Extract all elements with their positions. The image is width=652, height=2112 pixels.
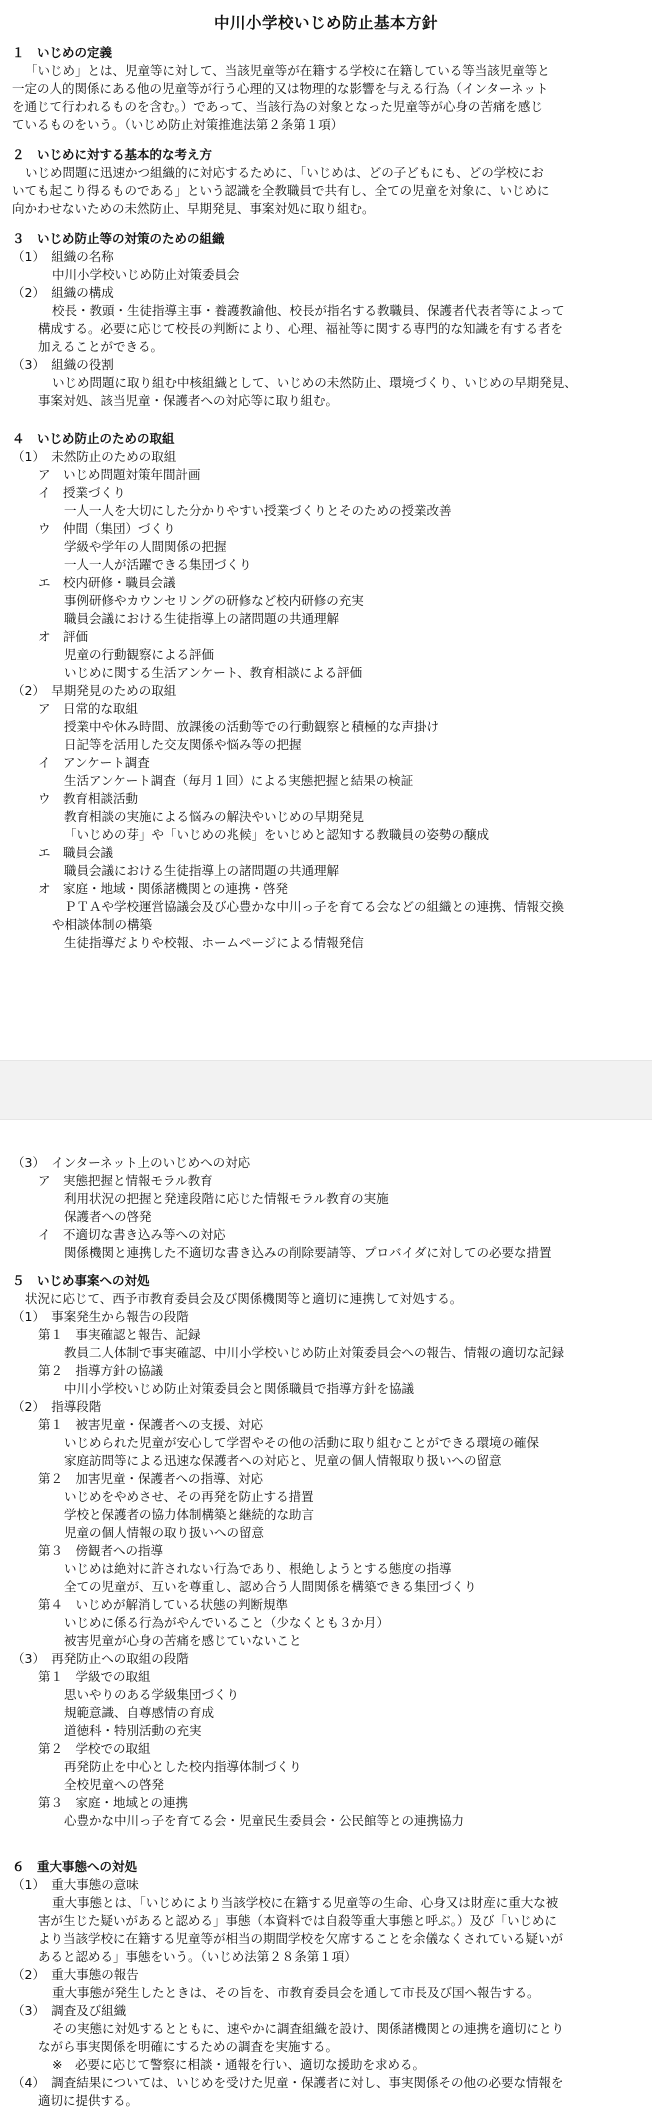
list-item-text: 児童の個人情報の取り扱いへの留意 <box>64 1525 265 1540</box>
subsection-heading: （3） インターネット上のいじめへの対応 <box>12 1155 251 1170</box>
paragraph-line: ているものをいう。（いじめ防止対策推進法第２条第１項） <box>12 117 344 132</box>
section-heading: ６ 重大事態への対処 <box>12 1859 138 1874</box>
paragraph-line: 加えることができる。 <box>38 339 164 354</box>
list-item-heading: ウ 教育相談活動 <box>38 791 139 806</box>
list-item-text: 保護者への啓発 <box>64 1209 152 1224</box>
paragraph-line: 「いじめ」とは、児童等に対して、当該児童等が在籍する学校に在籍している等当該児童等と <box>25 63 550 78</box>
section-heading: ２ いじめに対する基本的な考え方 <box>12 147 213 162</box>
paragraph-line: 重大事態が発生したときは、その旨を、市教育委員会を通して市長及び国へ報告する。 <box>52 1985 540 2000</box>
section-heading: ４ いじめ防止のための取組 <box>12 431 175 446</box>
section-case-response <box>12 1272 642 1830</box>
list-item-text: 生活アンケート調査（毎月１回）による実態把握と結果の検証 <box>64 773 414 788</box>
document-page-2 <box>0 1120 652 2112</box>
note-line: ※ 必要に応じて警察に相談・通報を行い、適切な援助を求める。 <box>52 2057 425 2072</box>
list-item-text: 学校と保護者の協力体制構築と継続的な助言 <box>64 1507 315 1522</box>
subsection-heading: （2） 組織の構成 <box>12 285 114 300</box>
list-item-text: 生徒指導だよりや校報、ホームページによる情報発信 <box>64 935 364 950</box>
section-basic-approach <box>12 146 642 218</box>
section-heading: ３ いじめ防止等の対策のための組織 <box>12 231 225 246</box>
list-item-heading: 第３ 傍観者への指導 <box>38 1543 164 1558</box>
list-item-text: いじめに係る行為がやんでいること（少なくとも３か月） <box>64 1615 390 1630</box>
list-item-text: 一人一人を大切にした分かりやすい授業づくりとそのための授業改善 <box>64 503 452 518</box>
subsection-heading: （2） 指導段階 <box>12 1399 102 1414</box>
subsection-heading: （3） 調査及び組織 <box>12 2003 127 2018</box>
paragraph-line: その実態に対処するとともに、速やかに調査組織を設け、関係諸機関との連携を適切にとり <box>52 2021 565 2036</box>
list-item-text: 教育相談の実施による悩みの解決やいじめの早期発見 <box>64 809 365 824</box>
list-item-heading: 第２ 加害児童・保護者への指導、対応 <box>38 1471 264 1486</box>
list-item-text: 児童の行動観察による評価 <box>64 647 215 662</box>
list-item-heading: ウ 仲間（集団）づくり <box>38 521 176 536</box>
list-item-heading: 第１ 被害児童・保護者への支援、対応 <box>38 1417 264 1432</box>
list-item-text: ＰＴＡや学校運営協議会及び心豊かな中川っ子を育てる会などの組織との連携、情報交換 <box>64 899 565 914</box>
paragraph-line: ながら事実関係を明確にするための調査を実施する。 <box>38 2039 339 2054</box>
list-item-heading: ア 日常的な取組 <box>38 701 139 716</box>
list-item-text: 「いじめの芽」や「いじめの兆候」をいじめと認知する教職員の姿勢の醸成 <box>64 827 490 842</box>
list-item-heading: イ 不適切な書き込み等への対応 <box>38 1227 226 1242</box>
list-item-text: いじめに関する生活アンケート、教育相談による評価 <box>64 665 363 680</box>
list-item-text: 道徳科・特別活動の充実 <box>64 1723 202 1738</box>
list-item-text: 規範意識、自尊感情の育成 <box>64 1705 215 1720</box>
list-item-text: 一人一人が活躍できる集団づくり <box>64 557 252 572</box>
list-item-heading: イ アンケート調査 <box>38 755 150 770</box>
paragraph-line: 状況に応じて、西予市教育委員会及び関係機関等と適切に連携して対処する。 <box>25 1291 463 1306</box>
section-organization <box>12 230 642 410</box>
subsection-heading: （4） 調査結果については、いじめを受けた児童・保護者に対し、事実関係その他の必要な情報を <box>12 2075 564 2090</box>
list-item-text: 関係機関と連携した不適切な書き込みの削除要請等、プロバイダに対しての必要な措置 <box>64 1245 552 1260</box>
document-title: 中川小学校いじめ防止基本方針 <box>213 14 438 32</box>
list-item-text: 全ての児童が、互いを尊重し、認め合う人間関係を構築できる集団づくり <box>64 1579 477 1594</box>
list-item-text: 心豊かな中川っ子を育てる会・児童民生委員会・公民館等との連携協力 <box>64 1813 465 1828</box>
list-item-heading: エ 職員会議 <box>38 845 114 860</box>
list-item-text: いじめは絶対に許されない行為であり、根絶しようとする態度の指導 <box>64 1561 452 1576</box>
list-item-text: 中川小学校いじめ防止対策委員会と関係職員で指導方針を協議 <box>64 1381 415 1396</box>
list-item-heading: 第４ いじめが解消している状態の判断規準 <box>38 1597 289 1612</box>
list-item-text: 家庭訪問等による迅速な保護者への対応と、児童の個人情報取り扱いへの留意 <box>64 1453 502 1468</box>
section-internet-bullying <box>12 1154 642 1262</box>
list-item-heading: オ 評価 <box>38 629 89 644</box>
list-item-text: や相談体制の構築 <box>52 917 153 932</box>
paragraph-line: 構成する。必要に応じて校長の判断により、心理、福祉等に関する専門的な知識を有する者を <box>38 321 564 336</box>
paragraph-line: 重大事態とは、「いじめにより当該学校に在籍する児童等の生命、心身又は財産に重大な被 <box>52 1895 559 1910</box>
section-serious-incidents <box>12 1858 642 2110</box>
subsection-heading: （1） 未然防止のための取組 <box>12 449 177 464</box>
list-item-heading: 第１ 学級での取組 <box>38 1669 151 1684</box>
list-item-text: 授業中や休み時間、放課後の活動等での行動観察と積極的な声掛け <box>64 719 440 734</box>
list-item-heading: イ 授業づくり <box>38 485 126 500</box>
list-item-text: 再発防止を中心とした校内指導体制づくり <box>64 1759 302 1774</box>
paragraph-line: 中川小学校いじめ防止対策委員会 <box>52 267 240 282</box>
subsection-heading: （3） 組織の役割 <box>12 357 114 372</box>
list-item-heading: 第１ 事実確認と報告、記録 <box>38 1327 201 1342</box>
list-item-text: 日記等を活用した交友関係や悩み等の把握 <box>64 737 302 752</box>
list-item-heading: オ 家庭・地域・関係諸機関との連携・啓発 <box>38 881 289 896</box>
paragraph-line: 害が生じた疑いがあると認める」事態（本資料では自殺等重大事態と呼ぶ。）及び「いじめに <box>38 1913 558 1928</box>
paragraph-line: 向かわせないための未然防止、早期発見、事案対処に取り組む。 <box>12 201 375 216</box>
paragraph-line: いても起こり得るものである」という認識を全教職員で共有し、全ての児童を対象に、いじめに <box>12 183 550 198</box>
list-item-heading: ア いじめ問題対策年間計画 <box>38 467 201 482</box>
subsection-heading: （2） 早期発見のための取組 <box>12 683 177 698</box>
section-prevention <box>12 430 642 952</box>
list-item-text: 学級や学年の人間関係の把握 <box>64 539 227 554</box>
list-item-heading: 第２ 指導方針の協議 <box>38 1363 164 1378</box>
subsection-heading: （2） 重大事態の報告 <box>12 1967 139 1982</box>
subsection-heading: （1） 組織の名称 <box>12 249 114 264</box>
list-item-text: 事例研修やカウンセリングの研修など校内研修の充実 <box>64 593 364 608</box>
paragraph-line: 校長・教頭・生徒指導主事・養護教諭他、校長が指名する教職員、保護者代表者等によって <box>52 303 565 318</box>
paragraph-line: より当該学校に在籍する児童等が相当の期間学校を欠席することを余儀なくされている疑いが <box>38 1931 564 1946</box>
subsection-heading: （3） 再発防止への取組の段階 <box>12 1651 189 1666</box>
paragraph-line: 一定の人的関係にある他の児童等が行う心理的又は物理的な影響を与える行為（インターネット <box>12 81 549 96</box>
list-item-text: 思いやりのある学級集団づくり <box>64 1687 240 1702</box>
page-separator <box>0 1060 652 1120</box>
list-item-text: 全校児童への啓発 <box>64 1777 165 1792</box>
list-item-heading: 第２ 学校での取組 <box>38 1741 151 1756</box>
paragraph-line: あると認める」事態をいう。（いじめ法第２８条第１項） <box>38 1949 357 1964</box>
subsection-heading: （1） 重大事態の意味 <box>12 1877 139 1892</box>
list-item-text: いじめられた児童が安心して学習やその他の活動に取り組むことができる環境の確保 <box>64 1435 540 1450</box>
list-item-heading: エ 校内研修・職員会議 <box>38 575 176 590</box>
list-item-text: 職員会議における生徒指導上の諸問題の共通理解 <box>64 863 340 878</box>
list-item-heading: 第３ 家庭・地域との連携 <box>38 1795 189 1810</box>
paragraph-line: いじめ問題に取り組む中核組織として、いじめの未然防止、環境づくり、いじめの早期発見、 <box>52 375 577 390</box>
list-item-heading: ア 実態把握と情報モラル教育 <box>38 1173 213 1188</box>
paragraph-line: いじめ問題に迅速かつ組織的に対応するために、「いじめは、どの子どもにも、どの学校にお <box>25 165 544 180</box>
list-item-text: 教員二人体制で事実確認、中川小学校いじめ防止対策委員会への報告、情報の適切な記録 <box>64 1345 565 1360</box>
paragraph-line: 事案対処、該当児童・保護者への対応等に取り組む。 <box>38 393 339 408</box>
list-item-text: 被害児童が心身の苦痛を感じていないこと <box>64 1633 302 1648</box>
paragraph-line: 適切に提供する。 <box>38 2093 139 2108</box>
section-definition <box>12 44 642 134</box>
section-heading: １ いじめの定義 <box>12 45 113 60</box>
subsection-heading: （1） 事案発生から報告の段階 <box>12 1309 189 1324</box>
list-item-text: 利用状況の把握と発達段階に応じた情報モラル教育の実施 <box>64 1191 389 1206</box>
section-heading: ５ いじめ事案への対処 <box>12 1273 150 1288</box>
list-item-text: 職員会議における生徒指導上の諸問題の共通理解 <box>64 611 340 626</box>
list-item-text: いじめをやめさせ、その再発を防止する措置 <box>64 1489 314 1504</box>
paragraph-line: を通じて行われるものを含む。）であって、当該行為の対象となった児童等が心身の苦痛を感じ <box>12 99 543 114</box>
